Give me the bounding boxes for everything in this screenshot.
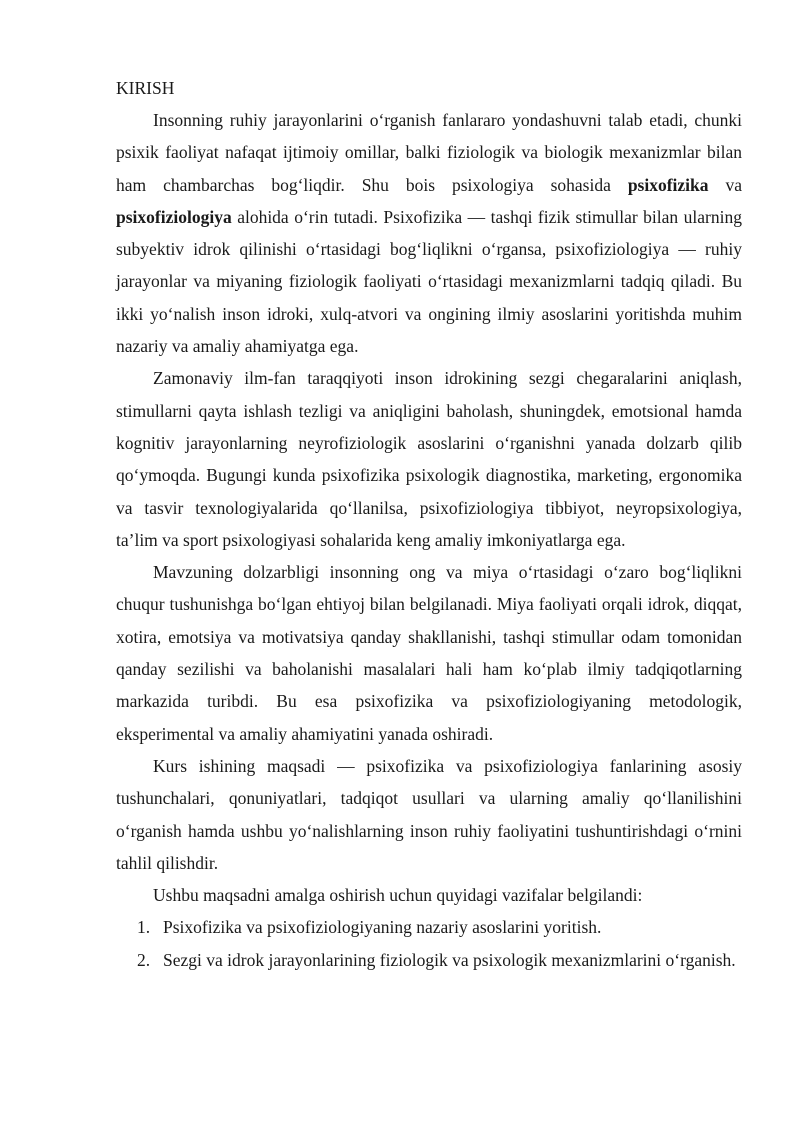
bold-term-psixofizika: psixofizika [627, 174, 709, 195]
list-item-number: 1. [137, 917, 151, 938]
intro-paragraph-1 [116, 104, 742, 362]
bold-term-psixofiziologiya: psixofiziologiya [116, 206, 232, 227]
list-item-text: Psixofizika va psixofiziologiyaning nazariy asoslarini yoritish. [163, 917, 602, 938]
tasks-intro-paragraph: Ushbu maqsadni amalga oshirish uchun quyidagi vazifalar belgilandi: [153, 885, 643, 906]
tasks-list [116, 911, 742, 976]
paragraph-text: alohida o‘rin tutadi. Psixofizika — tashqi fizik stimullar bilan ularning subyektiv idrok qilinishi o‘rtasidagi bog‘liqlikni o‘rgansa, psixofiziologiya — ruhiy jarayonlar va miyaning fiziologik faoliyati o‘rtasidagi mexanizmlarni tadqiq qiladi. Bu ikki yo‘nalish inson idroki, xulq-atvori va ongining ilmiy asoslarini yoritishda muhim nazariy va amaliy ahamiyatga ega. [116, 206, 742, 357]
paragraph-text: va [708, 174, 742, 195]
list-item-text: Sezgi va idrok jarayonlarining fiziologik va psixologik mexanizmlarini o‘rganish. [163, 949, 736, 970]
list-item [116, 911, 742, 943]
paragraph-text: Insonning ruhiy jarayonlarini o‘rganish fanlararo yondashuvni talab etadi, chunki psixik faoliyat nafaqat ijtimoiy omillar, balki fiziologik va biologik mexanizmlar bilan ham chambarchas bog‘liqdir. Shu bois psixologiya sohasida [116, 110, 742, 195]
section-heading: KIRISH [116, 78, 175, 98]
list-item-number: 2. [137, 949, 151, 970]
goal-paragraph: Kurs ishining maqsadi — psixofizika va psixofiziologiya fanlarining asosiy tushunchalari, qonuniyatlari, tadqiqot usullari va ularning amaliy qo‘llanilishini o‘rganish hamda ushbu yo‘nalishlarning inson ruhiy faoliyatini tushuntirishdagi o‘rnini tahlil qilishdir. [116, 755, 742, 873]
list-item [116, 944, 742, 976]
relevance-paragraph: Mavzuning dolzarbligi insonning ong va miya o‘rtasidagi o‘zaro bog‘liqlikni chuqur tushunishga bo‘lgan ehtiyoj bilan belgilanadi. Miya faoliyati orqali idrok, diqqat, xotira, emotsiya va motivatsiya qanday shakllanishi, tashqi stimullar odam tomonidan qanday sezilishi va baholanishi masalalari hali ham ko‘plab ilmiy tadqiqotlarning markazida turibdi. Bu esa psixofizika va psixofiziologiyaning metodologik, eksperimental va amaliy ahamiyatini yanada oshiradi. [116, 562, 742, 744]
intro-paragraph-2: Zamonaviy ilm-fan taraqqiyoti inson idrokining sezgi chegaralarini aniqlash, stimullarni qayta ishlash tezligi va aniqligini baholash, shuningdek, emotsional hamda kognitiv jarayonlarning neyrofiziologik asoslarini o‘rganishni yanada dolzarb qilib qo‘ymoqda. Bugungi kunda psixofizika psixologik diagnostika, marketing, ergonomika va tasvir texnologiyalarida qo‘llanilsa, psixofiziologiya tibbiyot, neyropsixologiya, ta’lim va sport psixologiyasi sohalarida keng amaliy imkoniyatlarga ega. [116, 368, 742, 550]
